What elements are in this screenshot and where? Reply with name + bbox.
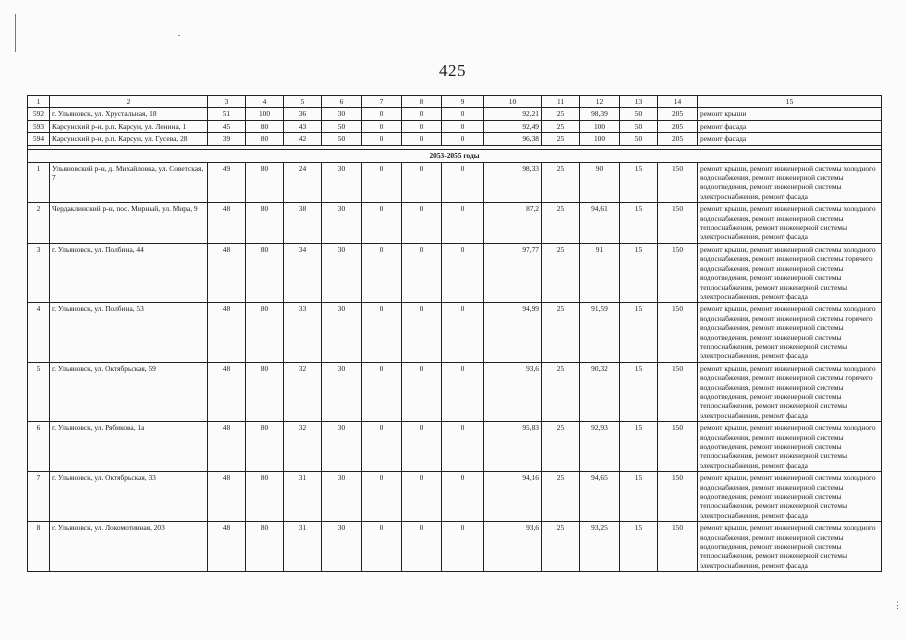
cell-c6: 30 <box>322 303 362 362</box>
cell-c8: 0 <box>402 522 442 572</box>
page-number: 425 <box>439 61 466 80</box>
cell-c9: 0 <box>442 362 484 421</box>
cell-c10: 92,49 <box>484 120 542 132</box>
cell-c12: 90 <box>580 162 620 203</box>
cell-c3: 45 <box>208 120 246 132</box>
column-header: 5 <box>284 96 322 108</box>
cell-c4: 80 <box>246 133 284 145</box>
cell-c5: 42 <box>284 133 322 145</box>
cell-c5: 31 <box>284 472 322 522</box>
cell-c5: 32 <box>284 362 322 421</box>
cell-c7: 0 <box>362 108 402 120</box>
cell-c10: 87,2 <box>484 203 542 244</box>
cell-c4: 80 <box>246 303 284 362</box>
cell-c11: 25 <box>542 422 580 472</box>
cell-c10: 95,83 <box>484 422 542 472</box>
cell-works: ремонт крыши, ремонт инженерной системы холодного водоснабжения, ремонт инженерной системы горячего водоснабжения, ремонт инженерной системы водоотведения, ремонт инженерной системы теплоснабжения, ремонт инженерной системы электроснабжения, ремонт фасада <box>698 362 882 421</box>
cell-c11: 25 <box>542 472 580 522</box>
cell-c8: 0 <box>402 203 442 244</box>
cell-c3: 48 <box>208 203 246 244</box>
cell-c9: 0 <box>442 422 484 472</box>
table-row <box>28 162 882 203</box>
cell-c9: 0 <box>442 120 484 132</box>
cell-address: г. Ульяновск, ул. Локомотивная, 203 <box>50 522 208 572</box>
cell-c5: 31 <box>284 522 322 572</box>
table-row <box>28 362 882 421</box>
cell-c6: 30 <box>322 162 362 203</box>
cell-c14: 205 <box>658 120 698 132</box>
cell-c4: 100 <box>246 108 284 120</box>
cell-c9: 0 <box>442 522 484 572</box>
cell-c10: 92,21 <box>484 108 542 120</box>
cell-no: 593 <box>28 120 50 132</box>
column-header: 3 <box>208 96 246 108</box>
cell-no: 1 <box>28 162 50 203</box>
cell-address: Карсунский р-н, р.п. Карсун, ул. Гусева, 28 <box>50 133 208 145</box>
cell-c5: 38 <box>284 203 322 244</box>
cell-no: 2 <box>28 203 50 244</box>
cell-c7: 0 <box>362 243 402 302</box>
scan-edge-line <box>15 14 16 52</box>
table-row <box>28 522 882 572</box>
cell-works: ремонт фасада <box>698 133 882 145</box>
column-header: 1 <box>28 96 50 108</box>
cell-c13: 15 <box>620 362 658 421</box>
cell-c13: 15 <box>620 162 658 203</box>
cell-c7: 0 <box>362 120 402 132</box>
cell-c8: 0 <box>402 243 442 302</box>
cell-c12: 94,65 <box>580 472 620 522</box>
cell-no: 6 <box>28 422 50 472</box>
cell-address: Ульяновский р-н, д. Михайловка, ул. Советская, 7 <box>50 162 208 203</box>
column-header: 13 <box>620 96 658 108</box>
table-row <box>28 133 882 145</box>
cell-c4: 80 <box>246 162 284 203</box>
section-header-row <box>28 149 882 162</box>
cell-c5: 24 <box>284 162 322 203</box>
cell-works: ремонт крыши, ремонт инженерной системы холодного водоснабжения, ремонт инженерной системы водоотведения, ремонт инженерной системы теплоснабжения, ремонт инженерной системы электроснабжения, ремонт фасада <box>698 472 882 522</box>
cell-c13: 50 <box>620 108 658 120</box>
cell-no: 592 <box>28 108 50 120</box>
cell-c11: 25 <box>542 108 580 120</box>
cell-c14: 150 <box>658 362 698 421</box>
cell-c13: 15 <box>620 243 658 302</box>
cell-no: 3 <box>28 243 50 302</box>
cell-c6: 30 <box>322 522 362 572</box>
cell-c6: 30 <box>322 362 362 421</box>
housing-repair-table <box>27 95 882 572</box>
cell-c11: 25 <box>542 303 580 362</box>
cell-c8: 0 <box>402 108 442 120</box>
column-header: 2 <box>50 96 208 108</box>
cell-c14: 150 <box>658 303 698 362</box>
cell-address: Карсунский р-н, р.п. Карсун, ул. Ленина, 1 <box>50 120 208 132</box>
cell-c13: 15 <box>620 303 658 362</box>
cell-c14: 150 <box>658 522 698 572</box>
table-row <box>28 303 882 362</box>
cell-works: ремонт фасада <box>698 120 882 132</box>
cell-c5: 34 <box>284 243 322 302</box>
section-title: 2053-2055 годы <box>28 149 882 162</box>
cell-c9: 0 <box>442 203 484 244</box>
cell-c3: 48 <box>208 362 246 421</box>
cell-c4: 80 <box>246 522 284 572</box>
cell-c12: 100 <box>580 133 620 145</box>
cell-c3: 48 <box>208 243 246 302</box>
cell-c5: 33 <box>284 303 322 362</box>
cell-c9: 0 <box>442 472 484 522</box>
column-header: 7 <box>362 96 402 108</box>
cell-works: ремонт крыши, ремонт инженерной системы холодного водоснабжения, ремонт инженерной системы водоотведения, ремонт инженерной системы электроснабжения, ремонт фасада <box>698 162 882 203</box>
cell-c3: 48 <box>208 303 246 362</box>
cell-c13: 15 <box>620 472 658 522</box>
cell-c3: 51 <box>208 108 246 120</box>
cell-works: ремонт крыши, ремонт инженерной системы холодного водоснабжения, ремонт инженерной системы горячего водоснабжения, ремонт инженерной системы водоотведения, ремонт инженерной системы теплоснабжения, ремонт инженерной системы электроснабжения, ремонт фасада <box>698 243 882 302</box>
cell-c10: 93,6 <box>484 522 542 572</box>
cell-c4: 80 <box>246 362 284 421</box>
cell-c11: 25 <box>542 522 580 572</box>
cell-c12: 90,32 <box>580 362 620 421</box>
column-header: 14 <box>658 96 698 108</box>
table-body <box>28 96 882 572</box>
cell-c11: 25 <box>542 120 580 132</box>
cell-c9: 0 <box>442 108 484 120</box>
cell-no: 5 <box>28 362 50 421</box>
column-header: 12 <box>580 96 620 108</box>
cell-c13: 15 <box>620 422 658 472</box>
cell-c10: 96,38 <box>484 133 542 145</box>
cell-c4: 80 <box>246 243 284 302</box>
cell-c7: 0 <box>362 422 402 472</box>
cell-address: г. Ульяновск, ул. Полбина, 44 <box>50 243 208 302</box>
column-header: 8 <box>402 96 442 108</box>
cell-c6: 30 <box>322 108 362 120</box>
cell-address: г. Ульяновск, ул. Октябрьская, 33 <box>50 472 208 522</box>
cell-c8: 0 <box>402 162 442 203</box>
column-header: 4 <box>246 96 284 108</box>
cell-c12: 93,25 <box>580 522 620 572</box>
column-header: 11 <box>542 96 580 108</box>
cell-c10: 97,77 <box>484 243 542 302</box>
cell-c11: 25 <box>542 203 580 244</box>
cell-c4: 80 <box>246 422 284 472</box>
cell-c6: 50 <box>322 120 362 132</box>
cell-c8: 0 <box>402 422 442 472</box>
cell-c14: 150 <box>658 422 698 472</box>
cell-c6: 30 <box>322 203 362 244</box>
cell-works: ремонт крыши <box>698 108 882 120</box>
cell-c4: 80 <box>246 120 284 132</box>
column-header: 6 <box>322 96 362 108</box>
cell-c12: 98,39 <box>580 108 620 120</box>
cell-c7: 0 <box>362 472 402 522</box>
column-header: 9 <box>442 96 484 108</box>
cell-c14: 150 <box>658 472 698 522</box>
cell-c10: 94,16 <box>484 472 542 522</box>
cell-works: ремонт крыши, ремонт инженерной системы холодного водоснабжения, ремонт инженерной системы водоотведения, ремонт инженерной системы теплоснабжения, ремонт инженерной системы электроснабжения, ремонт фасада <box>698 422 882 472</box>
cell-c3: 49 <box>208 162 246 203</box>
cell-c14: 205 <box>658 108 698 120</box>
cell-c4: 80 <box>246 472 284 522</box>
cell-c7: 0 <box>362 522 402 572</box>
cell-c6: 30 <box>322 243 362 302</box>
cell-c12: 92,93 <box>580 422 620 472</box>
cell-no: 594 <box>28 133 50 145</box>
cell-c10: 98,33 <box>484 162 542 203</box>
cell-c9: 0 <box>442 133 484 145</box>
cell-c7: 0 <box>362 303 402 362</box>
cell-c11: 25 <box>542 243 580 302</box>
cell-c7: 0 <box>362 203 402 244</box>
table-row <box>28 120 882 132</box>
cell-c5: 43 <box>284 120 322 132</box>
cell-c8: 0 <box>402 303 442 362</box>
scan-edge-mark: ⋮ <box>893 600 902 610</box>
cell-c9: 0 <box>442 243 484 302</box>
cell-c13: 15 <box>620 522 658 572</box>
table-row <box>28 108 882 120</box>
cell-c6: 30 <box>322 472 362 522</box>
cell-c9: 0 <box>442 162 484 203</box>
cell-address: г. Ульяновск, ул. Октябрьская, 59 <box>50 362 208 421</box>
cell-no: 7 <box>28 472 50 522</box>
cell-c12: 94,61 <box>580 203 620 244</box>
cell-c5: 32 <box>284 422 322 472</box>
cell-no: 8 <box>28 522 50 572</box>
table-row <box>28 203 882 244</box>
cell-c8: 0 <box>402 472 442 522</box>
cell-c4: 80 <box>246 203 284 244</box>
cell-c3: 48 <box>208 522 246 572</box>
column-header: 15 <box>698 96 882 108</box>
cell-c3: 48 <box>208 472 246 522</box>
cell-c12: 91,59 <box>580 303 620 362</box>
cell-c12: 91 <box>580 243 620 302</box>
cell-address: г. Ульяновск, ул. Хрустальная, 18 <box>50 108 208 120</box>
table-row <box>28 243 882 302</box>
cell-c13: 50 <box>620 133 658 145</box>
cell-c3: 39 <box>208 133 246 145</box>
cell-address: г. Ульяновск, ул. Полбина, 53 <box>50 303 208 362</box>
cell-c6: 30 <box>322 422 362 472</box>
cell-c11: 25 <box>542 133 580 145</box>
cell-works: ремонт крыши, ремонт инженерной системы холодного водоснабжения, ремонт инженерной системы теплоснабжения, ремонт инженерной системы электроснабжения, ремонт фасада <box>698 203 882 244</box>
column-header: 10 <box>484 96 542 108</box>
cell-c10: 94,99 <box>484 303 542 362</box>
cell-address: г. Ульяновск, ул. Рябикова, 1а <box>50 422 208 472</box>
table-row <box>28 422 882 472</box>
cell-c8: 0 <box>402 133 442 145</box>
cell-c14: 150 <box>658 243 698 302</box>
cell-c7: 0 <box>362 362 402 421</box>
cell-c13: 50 <box>620 120 658 132</box>
cell-works: ремонт крыши, ремонт инженерной системы холодного водоснабжения, ремонт инженерной системы горячего водоснабжения, ремонт инженерной системы водоотведения, ремонт инженерной системы теплоснабжения, ремонт инженерной системы электроснабжения, ремонт фасада <box>698 303 882 362</box>
cell-c5: 36 <box>284 108 322 120</box>
cell-c8: 0 <box>402 362 442 421</box>
cell-c7: 0 <box>362 133 402 145</box>
cell-c6: 50 <box>322 133 362 145</box>
cell-c12: 100 <box>580 120 620 132</box>
cell-address: Чердаклинский р-н, пос. Мирный, ул. Мира, 9 <box>50 203 208 244</box>
cell-c11: 25 <box>542 362 580 421</box>
cell-c10: 93,6 <box>484 362 542 421</box>
cell-c14: 150 <box>658 162 698 203</box>
cell-c7: 0 <box>362 162 402 203</box>
cell-no: 4 <box>28 303 50 362</box>
scan-speck <box>178 35 180 36</box>
cell-c3: 48 <box>208 422 246 472</box>
cell-c14: 150 <box>658 203 698 244</box>
cell-c11: 25 <box>542 162 580 203</box>
cell-c14: 205 <box>658 133 698 145</box>
cell-works: ремонт крыши, ремонт инженерной системы холодного водоснабжения, ремонт инженерной системы водоотведения, ремонт инженерной системы теплоснабжения, ремонт инженерной системы электроснабжения, ремонт фасада <box>698 522 882 572</box>
table-row <box>28 472 882 522</box>
cell-c8: 0 <box>402 120 442 132</box>
cell-c9: 0 <box>442 303 484 362</box>
cell-c13: 15 <box>620 203 658 244</box>
column-number-row <box>28 96 882 108</box>
